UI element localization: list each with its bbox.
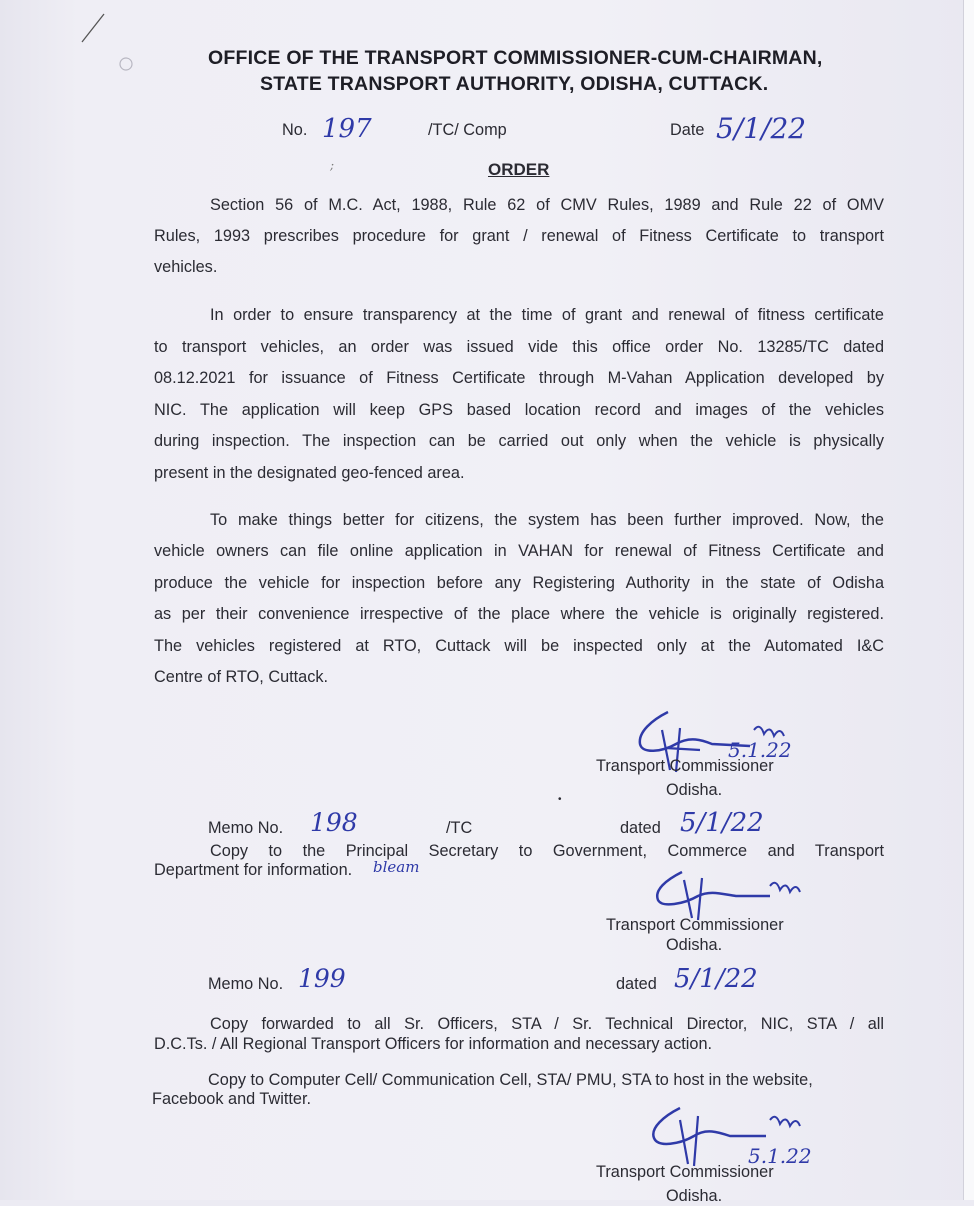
para3-line: The vehicles registered at RTO, Cuttack will be inspected only at the Automated I&C: [154, 637, 884, 655]
para2-line: NIC. The application will keep GPS based location record and images of the vehicles: [154, 401, 884, 419]
signatory-title: Transport Commissioner: [596, 1163, 774, 1181]
ink-dot-mark: •: [558, 794, 562, 805]
memo1-label: Memo No.: [208, 819, 284, 837]
signatory-place: Odisha.: [666, 781, 723, 799]
office-header-line2: STATE TRANSPORT AUTHORITY, ODISHA, CUTTACK.: [260, 73, 769, 95]
office-header-line1: OFFICE OF THE TRANSPORT COMMISSIONER-CUM-CHAIRMAN,: [208, 47, 823, 69]
para3-line: vehicle owners can file online application in VAHAN for renewal of Fitness Certificate and: [154, 542, 884, 560]
para2-line: In order to ensure transparency at the time of grant and renewal of fitness certificate: [210, 306, 884, 324]
order-title: ORDER: [488, 160, 550, 179]
memo2-label: Memo No.: [208, 975, 284, 993]
para1-line: Section 56 of M.C. Act, 1988, Rule 62 of CMV Rules, 1989 and Rule 22 of OMV: [210, 196, 884, 214]
page-edge: [963, 0, 974, 1200]
memo1-handwritten-note: bleam: [373, 858, 420, 876]
signatory-title: Transport Commissioner: [596, 757, 774, 775]
para2-line: during inspection. The inspection can be carried out only when the vehicle is physically: [154, 432, 884, 450]
memo1-line: Copy to the Principal Secretary to Government, Commerce and Transport: [210, 842, 884, 860]
order-no-suffix: /TC/ Comp: [428, 121, 507, 139]
memo1-dated-label: dated: [620, 819, 661, 837]
para3-line: Centre of RTO, Cuttack.: [154, 668, 329, 686]
order-date-label: Date: [670, 121, 705, 139]
para2-line: to transport vehicles, an order was issued vide this office order No. 13285/TC dated: [154, 338, 884, 356]
memo1-suffix: /TC: [446, 819, 473, 837]
memo2-line: D.C.Ts. / All Regional Transport Officers for information and necessary action.: [154, 1035, 713, 1053]
memo1-date: 5/1/22: [680, 808, 764, 838]
copy-line: Facebook and Twitter.: [152, 1090, 311, 1108]
para2-line: present in the designated geo-fenced area.: [154, 464, 465, 482]
signatory-title: Transport Commissioner: [606, 916, 784, 934]
copy-line: Copy to Computer Cell/ Communication Cell, STA/ PMU, STA to host in the website,: [208, 1071, 813, 1089]
memo1-number: 198: [310, 808, 358, 837]
para3-line: To make things better for citizens, the system has been further improved. Now, the: [210, 511, 884, 529]
memo2-line: Copy forwarded to all Sr. Officers, STA / Sr. Technical Director, NIC, STA / all: [210, 1015, 884, 1033]
signature-2: [640, 862, 820, 922]
pen-stroke-mark: [78, 10, 108, 46]
para3-line: as per their convenience irrespective of the place where the vehicle is originally registered.: [154, 605, 884, 623]
para1-line: Rules, 1993 prescribes procedure for grant / renewal of Fitness Certificate to transport: [154, 227, 884, 245]
signature-1-date: 5.1.22: [728, 738, 792, 762]
memo2-dated-label: dated: [616, 975, 657, 993]
order-no-value: 197: [322, 114, 372, 144]
signatory-place: Odisha.: [666, 936, 723, 954]
signature-3-date: 5.1.22: [748, 1144, 812, 1168]
para1-line: vehicles.: [154, 258, 218, 276]
ink-dot-mark: ;: [330, 158, 335, 172]
memo2-date: 5/1/22: [674, 964, 758, 994]
punch-hole-mark: [118, 56, 134, 72]
memo1-line: Department for information.: [154, 861, 353, 879]
para3-line: produce the vehicle for inspection before any Registering Authority in the state of Odisha: [154, 574, 884, 592]
para2-line: 08.12.2021 for issuance of Fitness Certificate through M-Vahan Application developed by: [154, 369, 884, 387]
order-no-label: No.: [282, 121, 308, 139]
memo2-number: 199: [298, 964, 346, 993]
order-date-value: 5/1/22: [716, 112, 807, 145]
signatory-place: Odisha.: [666, 1187, 723, 1205]
